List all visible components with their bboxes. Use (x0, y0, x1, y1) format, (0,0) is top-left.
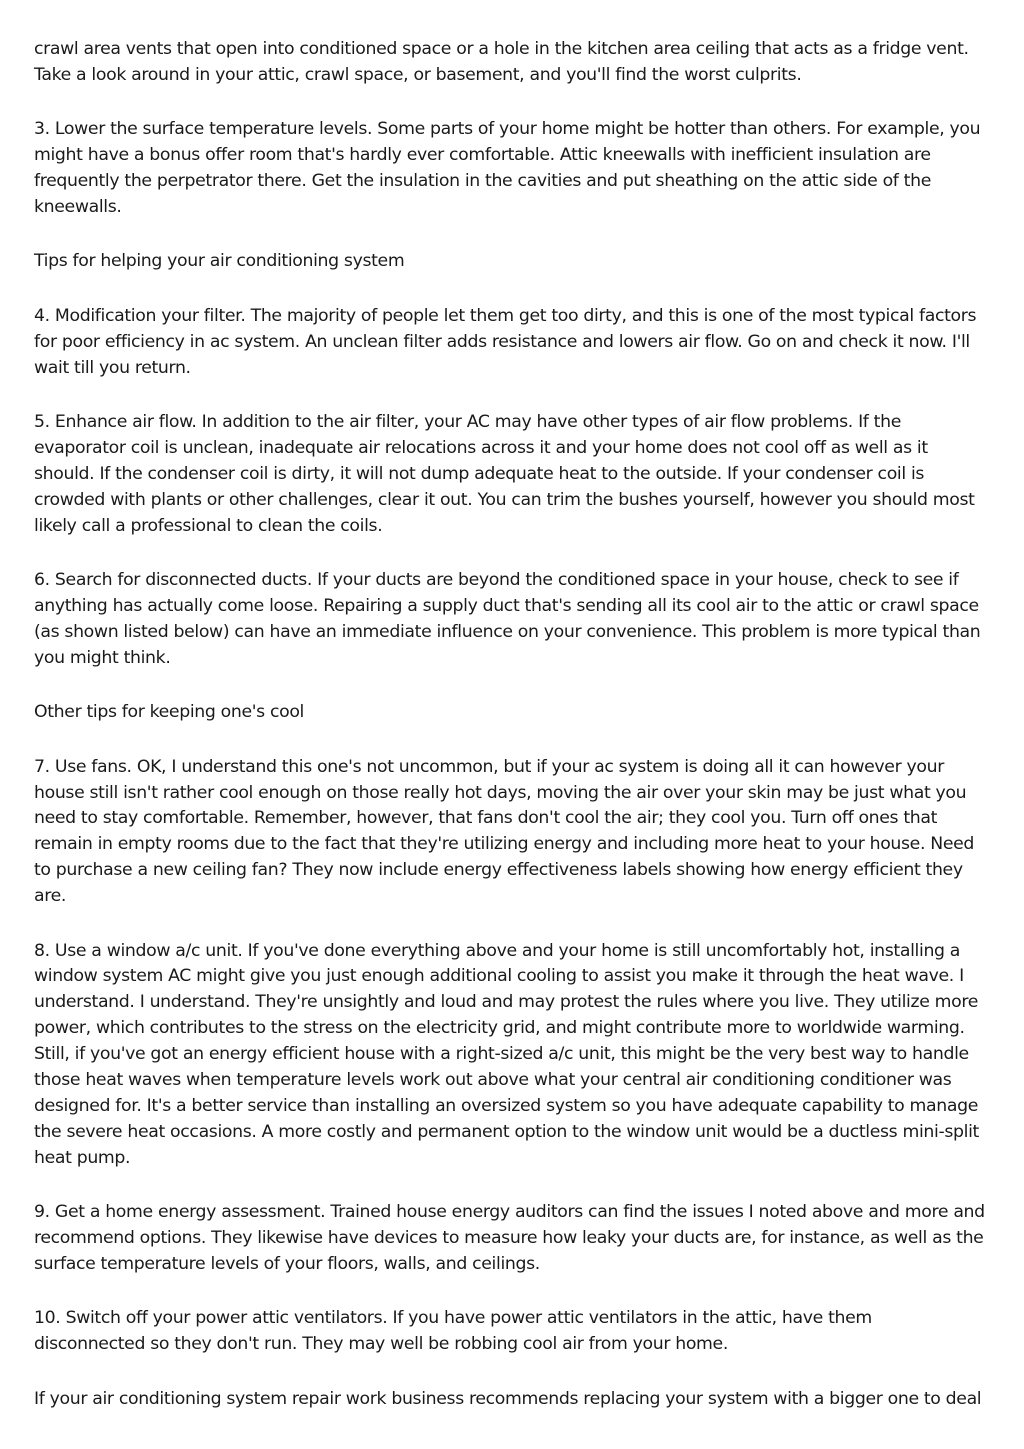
paragraph-energy-assessment: 9. Get a home energy assessment. Trained house energy auditors can find the issues I noted above and more and recommend options. They likewise have devices to measure how leaky your ducts are, for instance, as well as the surface temperature levels of your floors, walls, and ceilings. (34, 1202, 985, 1275)
document-body (34, 37, 986, 1441)
paragraph-use-fans: 7. Use fans. OK, I understand this one's not uncommon, but if your ac system is doing all it can however your house still isn't rather cool enough on those really hot days, moving the air over your skin may be just what you need to stay comfortable. Remember, however, that fans don't cool the air; they cool you. Turn off ones that remain in empty rooms due to the fact that they're utilizing energy and including more heat to your house. Need to purchase a new ceiling fan? They now include energy effectiveness labels showing how energy efficient they are. (34, 756, 975, 907)
paragraph-change-filter: 4. Modification your filter. The majority of people let them get too dirty, and this is one of the most typical factors for poor efficiency in ac system. An unclean filter adds resistance and lowers air flow. Go on and check it now. I'll wait till you return. (34, 305, 977, 378)
paragraph-lower-surface-temperature: 3. Lower the surface temperature levels. Some parts of your home might be hotter than others. For example, you might have a bonus offer room that's hardly ever comfortable. Attic kneewalls with inefficient insulation are frequently the perpetrator there. Get the insulation in the cavities and put sheathing on the attic side of the kneewalls. (34, 119, 981, 218)
section-heading-other-tips: Other tips for keeping one's cool (34, 702, 305, 723)
paragraph-attic-culprits: crawl area vents that open into conditioned space or a hole in the kitchen area ceiling that acts as a fridge vent. Take a look around in your attic, crawl space, or basement, and you'll find the worst culprits. (34, 39, 969, 85)
section-heading-ac-tips: Tips for helping your air conditioning system (34, 251, 405, 272)
paragraph-repair-business: If your air conditioning system repair work business recommends replacing your system with a bigger one to deal (34, 1388, 982, 1409)
paragraph-window-ac-unit: 8. Use a window a/c unit. If you've done everything above and your home is still uncomfortably hot, installing a window system AC might give you just enough additional cooling to assist you make it through the heat wave. I understand. I understand. They're unsightly and loud and may protest the rules where you live. They utilize more power, which contributes to the stress on the electricity grid, and might contribute more to worldwide warming. Still, if you've got an energy efficient house with a right-sized a/c unit, this might be the very best way to handle those heat waves when temperature levels work out above what your central air conditioning conditioner was designed for. It's a better service than installing an oversized system so you have adequate capability to manage the severe heat occasions. A more costly and permanent option to the window unit would be a ductless mini-split heat pump. (34, 940, 979, 1168)
paragraph-enhance-air-flow: 5. Enhance air flow. In addition to the air filter, your AC may have other types of air flow problems. If the evaporator coil is unclean, inadequate air relocations across it and your home does not cool off as well as it should. If the condenser coil is dirty, it will not dump adequate heat to the outside. If your condenser coil is crowded with plants or other challenges, clear it out. You can trim the bushes yourself, however you should most likely call a professional to clean the coils. (34, 412, 975, 536)
paragraph-attic-ventilators: 10. Switch off your power attic ventilators. If you have power attic ventilators in the attic, have them disconnected so they don't run. They may well be robbing cool air from your home. (34, 1308, 872, 1355)
paragraph-disconnected-ducts: 6. Search for disconnected ducts. If your ducts are beyond the conditioned space in your house, check to see if anything has actually come loose. Repairing a supply duct that's sending all its cool air to the attic or crawl space (as shown listed below) can have an immediate influence on your convenience. This problem is more typical than you might think. (34, 570, 981, 668)
